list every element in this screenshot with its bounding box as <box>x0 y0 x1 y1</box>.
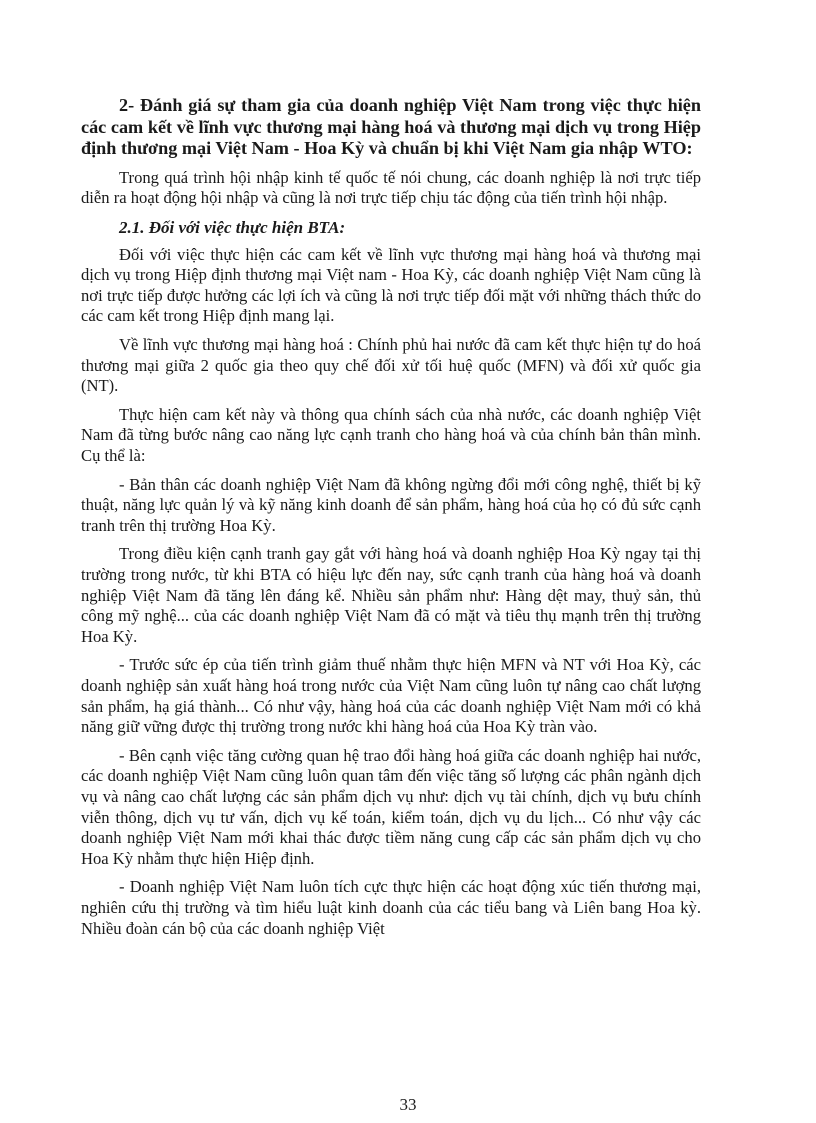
body-paragraph: - Trước sức ép của tiến trình giảm thuế nhằm thực hiện MFN và NT với Hoa Kỳ, các doanh nghiệp sản xuất hàng hoá trong nước của Việt Nam cũng luôn tự nâng cao chất lượng sản phẩm, hạ giá thành... Có như vậy, hàng hoá của các doanh nghiệp Việt Nam mới có khả năng giữ vững được thị trường trong nước khi hàng hoá của Hoa Kỳ tràn vào. <box>81 655 701 737</box>
top-edge-line <box>140 0 700 4</box>
body-paragraph: - Doanh nghiệp Việt Nam luôn tích cực thực hiện các hoạt động xúc tiến thương mại, nghiên cứu thị trường và tìm hiểu luật kinh doanh của các tiểu bang và Liên bang Hoa kỳ. Nhiều đoàn cán bộ của các doanh nghiệp Việt <box>81 877 701 938</box>
body-paragraph: Thực hiện cam kết này và thông qua chính sách của nhà nước, các doanh nghiệp Việt Nam đã từng bước nâng cao năng lực cạnh tranh cho hàng hoá và của chính bản thân mình. Cụ thể là: <box>81 404 701 466</box>
intro-paragraph: Trong quá trình hội nhập kinh tế quốc tế nói chung, các doanh nghiệp là nơi trực tiếp diễn ra hoạt động hội nhập và cũng là nơi trực tiếp chịu tác động của tiến trình hội nhập. <box>81 167 701 208</box>
body-paragraph: Về lĩnh vực thương mại hàng hoá : Chính phủ hai nước đã cam kết thực hiện tự do hoá thương mại giữa 2 quốc gia theo quy chế đối xử tối huệ quốc (MFN) và đối xử quốc gia (NT). <box>81 335 701 396</box>
section-heading: 2- Đánh giá sự tham gia của doanh nghiệp Việt Nam trong việc thực hiện các cam kết về lĩnh vực thương mại hàng hoá và thương mại dịch vụ trong Hiệp định thương mại Việt Nam - Hoa Kỳ và chuẩn bị khi Việt Nam gia nhập WTO: <box>81 95 701 158</box>
page-number: 33 <box>399 1095 417 1114</box>
body-paragraph: - Bên cạnh việc tăng cường quan hệ trao đổi hàng hoá giữa các doanh nghiệp hai nước, các doanh nghiệp Việt Nam cũng luôn quan tâm đến việc tăng số lượng các phân ngành dịch vụ và nâng cao chất lượng các sản phẩm dịch vụ như: dịch vụ tài chính, dịch vụ bưu chính viễn thông, dịch vụ tư vấn, dịch vụ kế toán, kiểm toán, dịch vụ du lịch... Có như vậy các doanh nghiệp Việt Nam mới khai thác được tiềm năng cung cấp các sản phẩm dịch vụ cho Hoa Kỳ nhằm thực hiện Hiệp định. <box>81 745 701 868</box>
body-paragraph: Trong điều kiện cạnh tranh gay gắt với hàng hoá và doanh nghiệp Hoa Kỳ ngay tại thị trường trong nước, từ khi BTA có hiệu lực đến nay, sức cạnh tranh của hàng hoá và doanh nghiệp Việt Nam đã tăng lên đáng kể. Nhiều sản phẩm như: Hàng dệt may, thuỷ sản, thủ công mỹ nghệ... của các doanh nghiệp Việt Nam đã có mặt và tiêu thụ mạnh trên thị trường Hoa Kỳ. <box>81 544 701 646</box>
body-paragraph: - Bản thân các doanh nghiệp Việt Nam đã không ngừng đổi mới công nghệ, thiết bị kỹ thuật, năng lực quản lý và kỹ năng kinh doanh để sản phẩm, hàng hoá của họ có đủ sức cạnh tranh trên thị trường Hoa Kỳ. <box>81 474 701 535</box>
page-body <box>81 95 701 947</box>
top-edge-scan-artifact <box>0 0 816 5</box>
subsection-heading: 2.1. Đối với việc thực hiện BTA: <box>119 217 346 237</box>
body-paragraph: Đối với việc thực hiện các cam kết về lĩnh vực thương mại hàng hoá và thương mại dịch vụ trong Hiệp định thương mại Việt nam - Hoa Kỳ, các doanh nghiệp Việt Nam cũng là nơi trực tiếp được hưởng các lợi ích và cũng là nơi trực tiếp đối mặt với những thách thức do các cam kết trong Hiệp định mang lại. <box>81 244 701 326</box>
